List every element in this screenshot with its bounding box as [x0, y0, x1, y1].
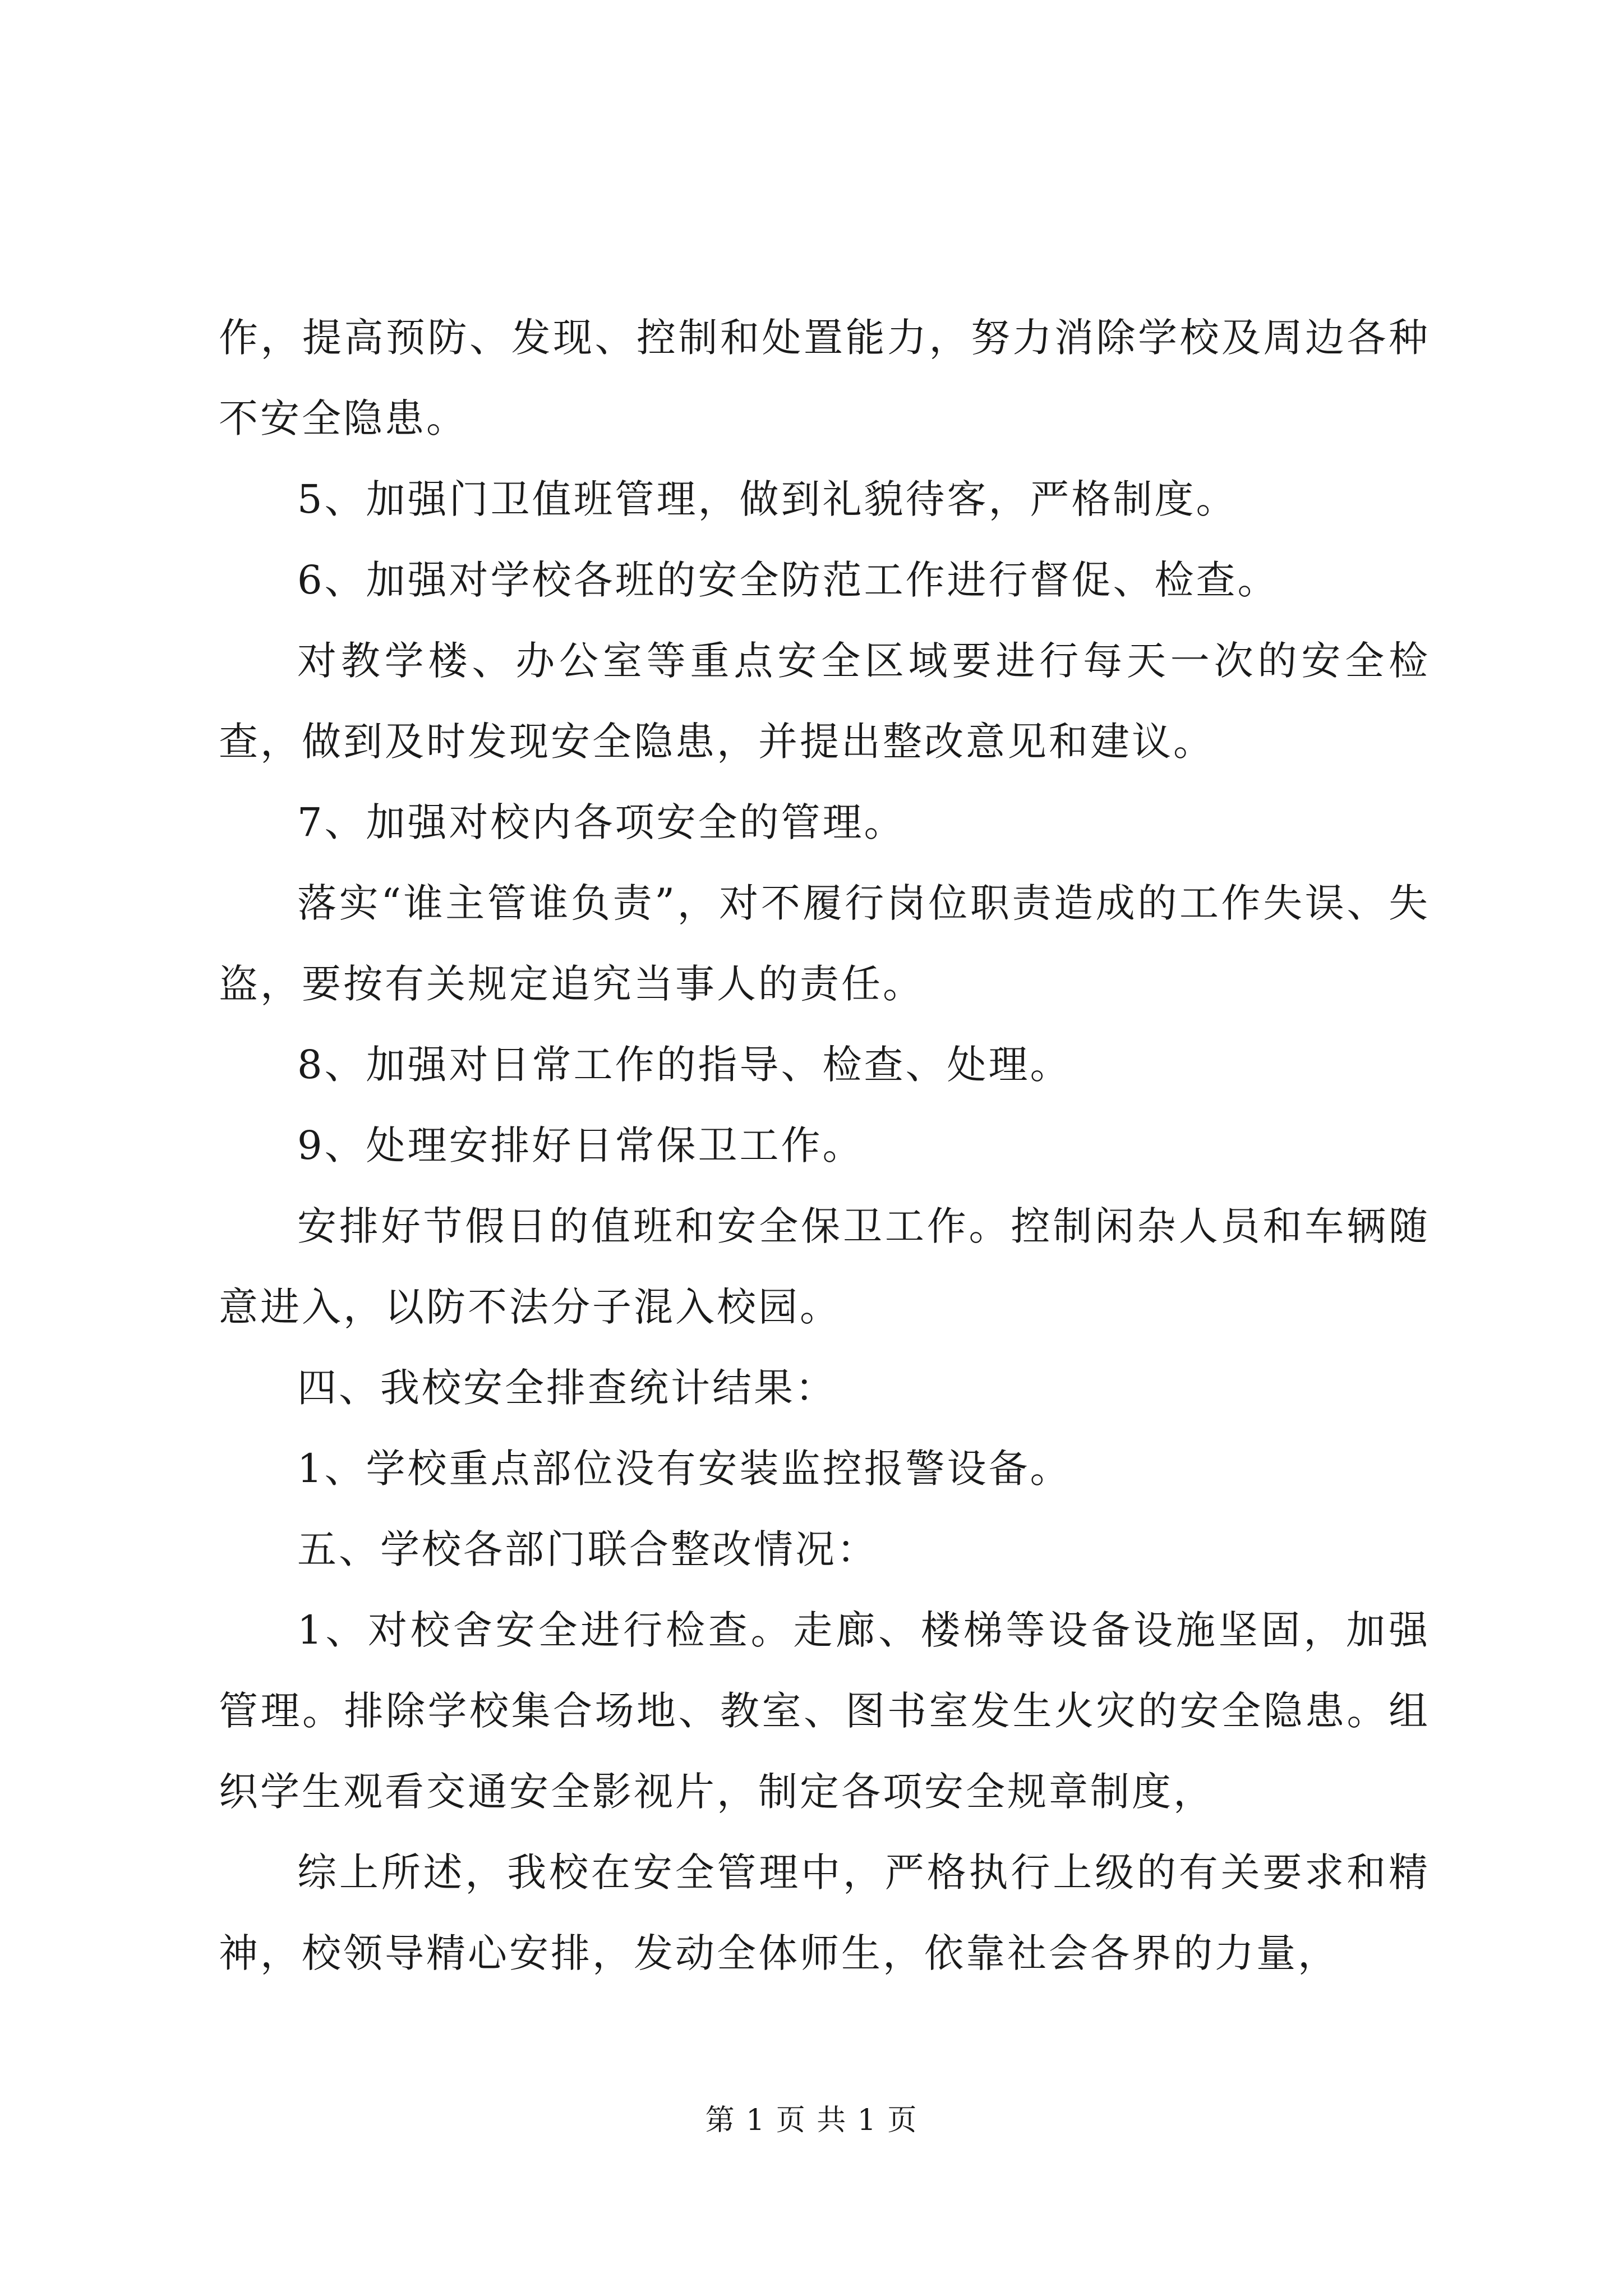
paragraph: 作，提高预防、发现、控制和处置能力，努力消除学校及周边各种不安全隐患。	[219, 315, 1430, 441]
paragraph: 落实“谁主管谁负责”，对不履行岗位职责造成的工作失误、失盗，要按有关规定追究当事人的责任。	[219, 880, 1430, 1007]
paragraph: 安排好节假日的值班和安全保卫工作。控制闲杂人员和车辆随意进入，以防不法分子混入校园。	[219, 1203, 1430, 1330]
paragraph: 1、对校舍安全进行检查。走廊、楼梯等设备设施坚固，加强管理。排除学校集合场地、教室、图书室发生火灾的安全隐患。组织学生观看交通安全影视片，制定各项安全规章制度，	[219, 1607, 1430, 1815]
paragraph: 9、处理安排好日常保卫工作。	[297, 1122, 864, 1168]
paragraph: 8、加强对日常工作的指导、检查、处理。	[297, 1042, 1072, 1088]
document-body	[219, 297, 1430, 1994]
section-heading: 五、学校各部门联合整改情况：	[297, 1526, 878, 1572]
paragraph: 综上所述，我校在安全管理中，严格执行上级的有关要求和精神，校领导精心安排，发动全体师生，依靠社会各界的力量，	[219, 1849, 1430, 1976]
paragraph: 对教学楼、办公室等重点安全区域要进行每天一次的安全检查，做到及时发现安全隐患，并提出整改意见和建议。	[219, 638, 1430, 765]
section-heading: 四、我校安全排查统计结果：	[297, 1365, 837, 1411]
paragraph: 1、学校重点部位没有安装监控报警设备。	[297, 1446, 1072, 1492]
paragraph: 5、加强门卫值班管理，做到礼貌待客，严格制度。	[297, 476, 1238, 522]
page-number-footer: 第 1 页 共 1 页	[705, 2104, 918, 2137]
paragraph: 6、加强对学校各班的安全防范工作进行督促、检查。	[297, 557, 1279, 603]
paragraph: 7、加强对校内各项安全的管理。	[297, 799, 906, 845]
